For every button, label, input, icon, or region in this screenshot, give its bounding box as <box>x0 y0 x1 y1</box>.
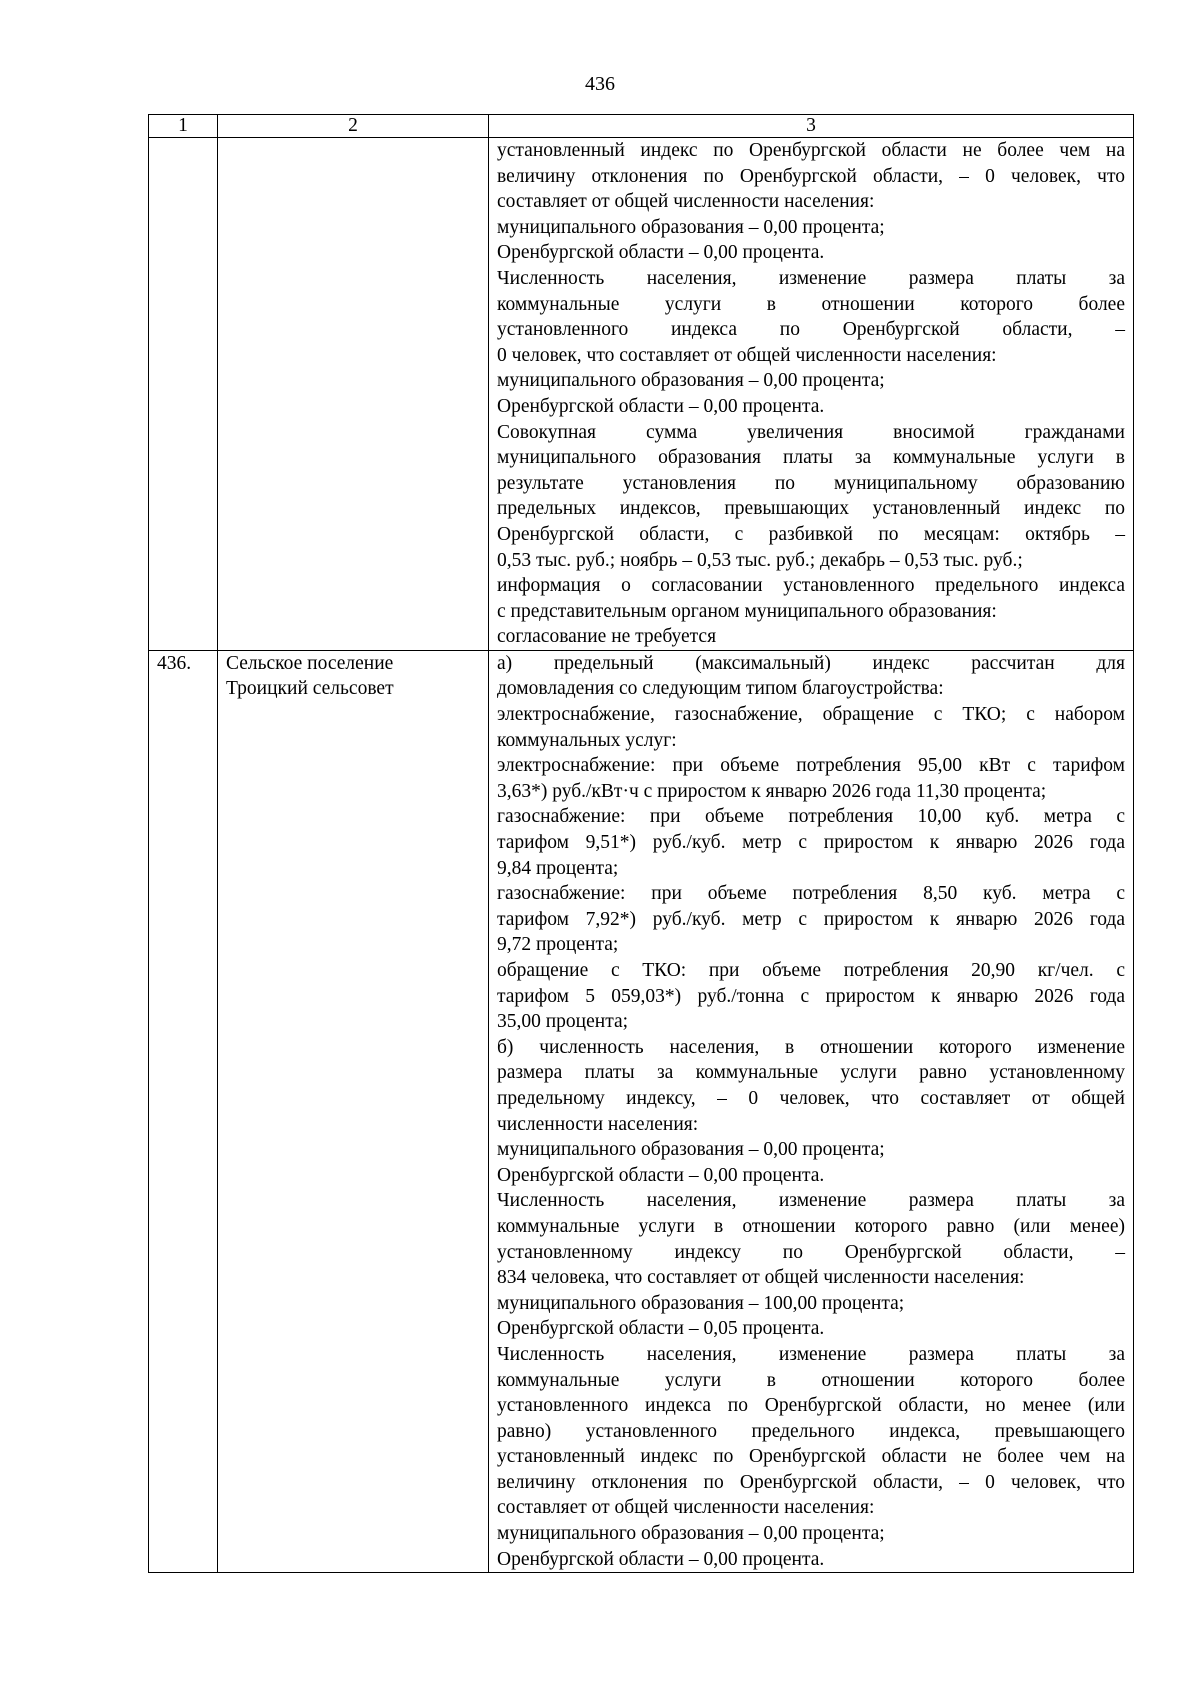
row-description-line: коммунальные услуги в отношении которого равно (или менее) <box>497 1215 1125 1237</box>
row-description-line: электроснабжение: при объеме потребления 95,00 кВт с тарифом <box>497 755 1125 777</box>
row-description-line: коммунальных услуг: <box>497 729 677 751</box>
continuation-line: установленный индекс по Оренбургской области не более чем на <box>497 140 1125 161</box>
row-description-line: Численность населения, изменение размера платы за <box>497 1190 1125 1212</box>
row-description-line: размера платы за коммунальные услуги равно установленному <box>497 1062 1125 1084</box>
page-number: 436 <box>585 73 615 95</box>
continuation-line: предельных индексов, превышающих установленный индекс по <box>497 498 1125 520</box>
table-header-row <box>149 115 1134 138</box>
row-description-line: величину отклонения по Оренбургской области, – 0 человек, что <box>497 1471 1125 1493</box>
row-description-line: 834 человека, что составляет от общей численности населения: <box>497 1267 1025 1289</box>
row-description-line: предельному индексу, – 0 человек, что составляет от общей <box>497 1087 1125 1109</box>
row-description-line: 9,84 процента; <box>497 857 619 879</box>
data-table <box>148 114 1134 1573</box>
row-description-line: Оренбургской области – 0,00 процента. <box>497 1548 825 1570</box>
municipality-name-line-1: Сельское поселение <box>226 652 394 674</box>
row-description-line: 35,00 процента; <box>497 1011 629 1033</box>
row-description-line: 9,72 процента; <box>497 934 619 956</box>
continuation-name-cell <box>218 138 489 651</box>
continuation-line: информация о согласовании установленного предельного индекса <box>497 575 1125 597</box>
column-header-3: 3 <box>489 115 1134 138</box>
table-row-continuation <box>149 138 1134 651</box>
table-row-436 <box>149 650 1134 1572</box>
row-description-line: электроснабжение, газоснабжение, обращение с ТКО; с набором <box>497 704 1125 726</box>
municipality-name-line-2: Троицкий сельсовет <box>226 678 394 700</box>
row-description-line: б) численность населения, в отношении которого изменение <box>497 1036 1125 1058</box>
continuation-line: Оренбургской области, с разбивкой по месяцам: октябрь – <box>497 523 1125 545</box>
row-description-line: тарифом 9,51*) руб./куб. метр с приростом к январю 2026 года <box>497 832 1125 854</box>
row-description-line: муниципального образования – 100,00 процента; <box>497 1292 905 1314</box>
row-description-line: газоснабжение: при объеме потребления 10,00 куб. метра с <box>497 806 1125 828</box>
row-description-line: составляет от общей численности населения: <box>497 1497 875 1519</box>
row-description-line: Оренбургской области – 0,00 процента. <box>497 1164 825 1186</box>
row-description-line: Оренбургской области – 0,05 процента. <box>497 1318 825 1340</box>
row-description-line: муниципального образования – 0,00 процента; <box>497 1139 885 1161</box>
continuation-line: муниципального образования – 0,00 процента; <box>497 216 885 238</box>
continuation-line: Численность населения, изменение размера платы за <box>497 267 1125 289</box>
row-number-cell <box>149 650 218 1572</box>
continuation-line: согласование не требуется <box>497 626 717 648</box>
continuation-number-cell <box>149 138 218 651</box>
continuation-description-cell <box>489 138 1134 651</box>
row-description-line: обращение с ТКО: при объеме потребления 20,90 кг/чел. с <box>497 960 1125 981</box>
column-header-2: 2 <box>218 115 489 138</box>
row-number: 436. <box>157 652 192 674</box>
continuation-line: с представительным органом муниципального образования: <box>497 600 997 622</box>
row-description-line: установленному индексу по Оренбургской области, – <box>497 1241 1125 1263</box>
continuation-line: 0,53 тыс. руб.; ноябрь – 0,53 тыс. руб.; декабрь – 0,53 тыс. руб.; <box>497 549 1023 571</box>
row-description-line: Численность населения, изменение размера платы за <box>497 1343 1125 1365</box>
row-description-line: 3,63*) руб./кВт·ч с приростом к январю 2026 года 11,30 процента; <box>497 780 1047 802</box>
row-description-line: численности населения: <box>497 1113 699 1135</box>
continuation-line: Совокупная сумма увеличения вносимой гражданами <box>497 421 1125 443</box>
row-description-line: а) предельный (максимальный) индекс рассчитан для <box>497 652 1125 674</box>
continuation-line: Оренбургской области – 0,00 процента. <box>497 242 825 264</box>
municipality-name-cell <box>218 650 489 1572</box>
row-description-line: тарифом 7,92*) руб./куб. метр с приростом к январю 2026 года <box>497 908 1125 930</box>
row-description-line: тарифом 5 059,03*) руб./тонна с приростом к январю 2026 года <box>497 985 1125 1007</box>
continuation-line: муниципального образования – 0,00 процента; <box>497 370 885 392</box>
column-header-1: 1 <box>149 115 218 138</box>
row-description-line: равно) установленного предельного индекса, превышающего <box>497 1420 1125 1442</box>
continuation-line: 0 человек, что составляет от общей численности населения: <box>497 344 997 366</box>
continuation-line: муниципального образования платы за коммунальные услуги в <box>497 447 1125 469</box>
continuation-line: величину отклонения по Оренбургской области, – 0 человек, что <box>497 165 1125 187</box>
continuation-line: результате установления по муниципальному образованию <box>497 472 1125 494</box>
continuation-line: установленного индекса по Оренбургской области, – <box>497 319 1125 341</box>
row-description-line: муниципального образования – 0,00 процента; <box>497 1523 885 1545</box>
row-description-line: установленного индекса по Оренбургской области, но менее (или <box>497 1395 1125 1417</box>
continuation-line: коммунальные услуги в отношении которого более <box>497 293 1125 315</box>
continuation-line: Оренбургской области – 0,00 процента. <box>497 395 825 417</box>
row-description-line: газоснабжение: при объеме потребления 8,50 куб. метра с <box>497 883 1125 905</box>
row-description-line: домовладения со следующим типом благоустройства: <box>497 678 944 700</box>
row-description-line: коммунальные услуги в отношении которого более <box>497 1369 1125 1391</box>
row-description-line: установленный индекс по Оренбургской области не более чем на <box>497 1446 1125 1468</box>
continuation-line: составляет от общей численности населения: <box>497 191 875 213</box>
row-description-cell <box>489 650 1134 1572</box>
